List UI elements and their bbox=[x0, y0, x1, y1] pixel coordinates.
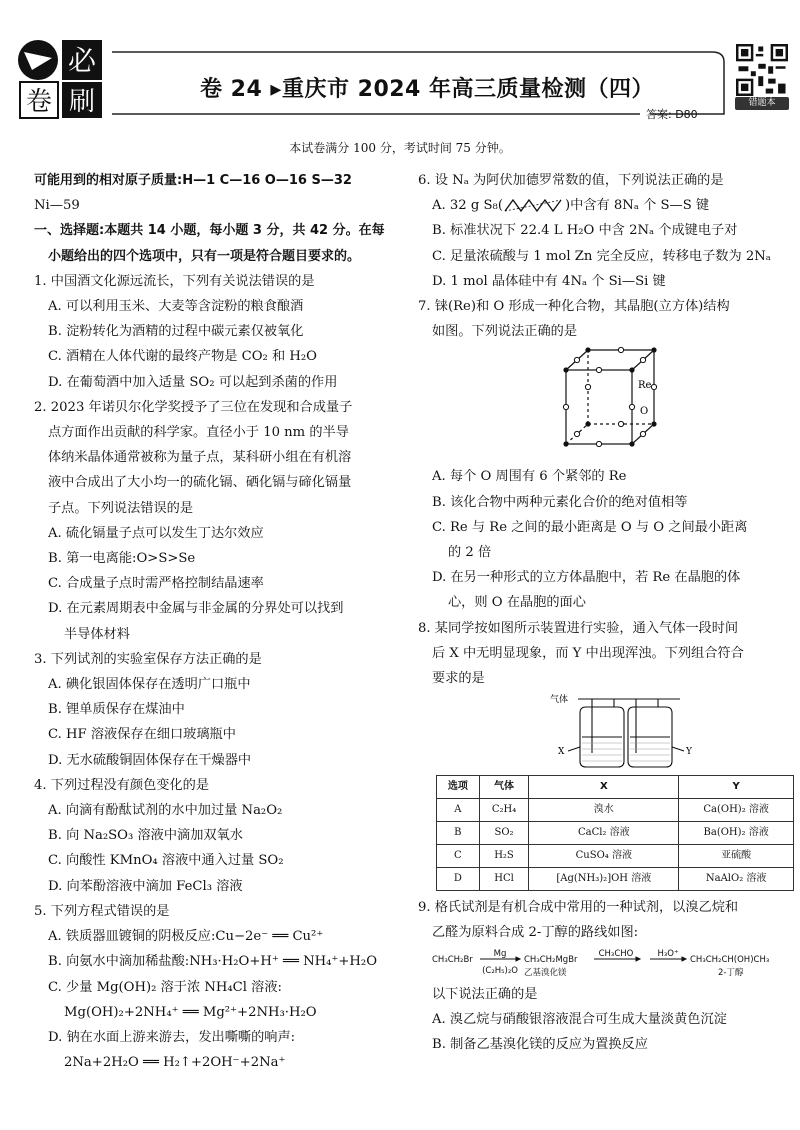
left-text-line: B. 向氨水中滴加稀盐酸:NH₃·H₂O+H⁺ ══ NH₄⁺+H₂O bbox=[48, 954, 378, 970]
table-cell: B bbox=[437, 822, 480, 845]
left-text-line: C. 少量 Mg(OH)₂ 溶于浓 NH₄Cl 溶液: bbox=[48, 979, 282, 995]
logo-char-shua: 刷 bbox=[68, 87, 96, 117]
table-cell: H₂S bbox=[479, 845, 529, 868]
q6-option-d: D. 1 mol 晶体硅中有 4Nₐ 个 Si—Si 键 bbox=[432, 273, 666, 289]
table-row bbox=[437, 799, 794, 822]
route-product-name: 2-丁醇 bbox=[718, 967, 744, 978]
route-reagent2: CH₃CHO bbox=[598, 948, 634, 959]
q8-options-table bbox=[436, 775, 794, 891]
answer-code: 答案: D80 bbox=[646, 108, 698, 121]
q6-stem: 6. 设 Nₐ 为阿伏加德罗常数的值，下列说法正确的是 bbox=[418, 173, 724, 188]
table-cell: CuSO₄ 溶液 bbox=[529, 845, 679, 868]
left-text-line: 1. 中国酒文化源远流长，下列有关说法错误的是 bbox=[34, 273, 315, 289]
table-cell: CaCl₂ 溶液 bbox=[529, 822, 679, 845]
paper-title: 卷 24 ▸重庆市 2024 年高三质量检测（四） bbox=[200, 77, 655, 102]
left-text-line: 2Na+2H₂O ══ H₂↑+2OH⁻+2Na⁺ bbox=[64, 1055, 286, 1071]
table-header-cell: 气体 bbox=[479, 776, 529, 799]
exam-note: 本试卷满分 100 分，考试时间 75 分钟。 bbox=[289, 141, 511, 155]
q9-option-b: B. 制备乙基溴化镁的反应为置换反应 bbox=[432, 1037, 648, 1053]
left-text-line: A. 碘化银固体保存在透明广口瓶中 bbox=[48, 677, 251, 693]
left-text-line: Ni—59 bbox=[34, 198, 80, 214]
left-column bbox=[34, 168, 406, 1075]
left-text-line: 5. 下列方程式错误的是 bbox=[34, 903, 170, 919]
table-header-cell: 选项 bbox=[437, 776, 480, 799]
q9-stem-line-2: 乙醛为原料合成 2-丁醇的路线如图: bbox=[432, 925, 639, 941]
left-text-line: C. HF 溶液保存在细口玻璃瓶中 bbox=[48, 727, 236, 743]
right-column bbox=[418, 168, 790, 1057]
q9-option-a: A. 溴乙烷与硝酸银溶液混合可生成大量淡黄色沉淀 bbox=[432, 1011, 727, 1027]
table-cell: C₂H₄ bbox=[479, 799, 529, 822]
q7-option-b: B. 该化合物中两种元素化合价的绝对值相等 bbox=[432, 494, 688, 510]
left-text-line: C. 向酸性 KMnO₄ 溶液中通入过量 SO₂ bbox=[48, 853, 284, 869]
logo-char-bi: 必 bbox=[67, 44, 97, 77]
left-text-line: 点方面作出贡献的科学家。直径小于 10 nm 的半导 bbox=[48, 425, 349, 441]
crystal-cell-figure bbox=[418, 344, 790, 464]
q6-option-a-end: )中含有 8Nₐ 个 S—S 键 bbox=[564, 198, 710, 214]
left-text-line: C. 酒精在人体代谢的最终产物是 CO₂ 和 H₂O bbox=[48, 349, 317, 365]
label-o: O bbox=[640, 406, 649, 418]
route-mid-name: 乙基溴化镁 bbox=[524, 967, 567, 978]
table-row bbox=[437, 822, 794, 845]
left-text-line: 一、选择题:本题共 14 小题，每小题 3 分，共 42 分。在每 bbox=[34, 223, 385, 239]
q8-stem-line-1: 8. 某同学按如图所示装置进行实验，通入气体一段时间 bbox=[418, 620, 739, 636]
q9-ask: 以下说法正确的是 bbox=[432, 986, 538, 1002]
q7-option-d-cont: 心，则 O 在晶胞的面心 bbox=[448, 595, 586, 611]
q6-option-a-start: A. 32 g S₈( bbox=[432, 198, 503, 214]
left-text-line: C. 合成量子点时需严格控制结晶速率 bbox=[48, 576, 264, 592]
label-x: X bbox=[558, 747, 565, 758]
left-text-line: A. 硫化镉量子点可以发生丁达尔效应 bbox=[48, 525, 264, 541]
left-text-line: A. 向滴有酚酞试剂的水中加过量 Na₂O₂ bbox=[48, 803, 283, 819]
q7-option-a: A. 每个 O 周围有 6 个紧邻的 Re bbox=[432, 469, 627, 485]
table-cell: HCl bbox=[479, 868, 529, 891]
page-header bbox=[0, 0, 800, 130]
left-text-line: B. 淀粉转化为酒精的过程中碳元素仅被氧化 bbox=[48, 324, 304, 340]
q7-option-d: D. 在另一种形式的立方体晶胞中，若 Re 在晶胞的体 bbox=[432, 570, 741, 586]
q7-stem-line-2: 如图。下列说法正确的是 bbox=[432, 324, 578, 340]
left-text-line: 半导体材料 bbox=[64, 626, 130, 642]
table-row bbox=[437, 868, 794, 891]
route-start: CH₃CH₂Br bbox=[432, 954, 473, 965]
left-text-line: D. 在元素周期表中金属与非金属的分界处可以找到 bbox=[48, 601, 344, 617]
table-cell: Ba(OH)₂ 溶液 bbox=[679, 822, 794, 845]
left-text-line: D. 在葡萄酒中加入适量 SO₂ 可以起到杀菌的作用 bbox=[48, 374, 338, 390]
table-cell: 亚硫酸 bbox=[679, 845, 794, 868]
left-text-line: 液中合成出了大小均一的硫化镉、硒化镉与碲化镉量 bbox=[48, 475, 352, 491]
qr-label: 错题本 bbox=[735, 97, 789, 110]
table-header-row bbox=[437, 776, 794, 799]
left-text-line: B. 锂单质保存在煤油中 bbox=[48, 702, 185, 718]
table-cell: [Ag(NH₃)₂]OH 溶液 bbox=[529, 868, 679, 891]
left-text-line: B. 第一电离能:O>S>Se bbox=[48, 551, 196, 567]
q7-option-c: C. Re 与 Re 之间的最小距离是 O 与 O 之间最小距离 bbox=[432, 519, 748, 535]
table-header-cell: Y bbox=[679, 776, 794, 799]
route-reagent1: Mg bbox=[493, 948, 507, 959]
s8-ring-structure bbox=[503, 197, 565, 215]
q6-option-a bbox=[418, 193, 790, 218]
q7-option-c-cont: 的 2 倍 bbox=[448, 545, 492, 561]
route-reagent3: H₃O⁺ bbox=[657, 948, 679, 959]
synthesis-route bbox=[418, 946, 790, 982]
table-cell: 溴水 bbox=[529, 799, 679, 822]
q7-stem-line-1: 7. 铼(Re)和 O 形成一种化合物，其晶胞(立方体)结构 bbox=[418, 299, 730, 315]
table-cell: SO₂ bbox=[479, 822, 529, 845]
table-cell: A bbox=[437, 799, 480, 822]
left-text-line: A. 可以利用玉米、大麦等含淀粉的粮食酿酒 bbox=[48, 299, 304, 315]
qr-code-icon[interactable] bbox=[736, 44, 788, 96]
left-text-line: B. 向 Na₂SO₃ 溶液中滴加双氧水 bbox=[48, 828, 243, 844]
q8-stem-line-2: 后 X 中无明显现象，而 Y 中出现浑浊。下列组合符合 bbox=[432, 645, 744, 661]
left-text-line: 4. 下列过程没有颜色变化的是 bbox=[34, 777, 210, 793]
logo-char-juan: 卷 bbox=[25, 87, 53, 117]
table-cell: D bbox=[437, 868, 480, 891]
left-text-line: 小题给出的四个选项中，只有一项是符合题目要求的。 bbox=[48, 248, 361, 264]
table-cell: C bbox=[437, 845, 480, 868]
left-text-line: D. 钠在水面上游来游去，发出嘶嘶的响声: bbox=[48, 1029, 296, 1045]
left-text-line: 3. 下列试剂的实验室保存方法正确的是 bbox=[34, 651, 262, 667]
left-text-line: D. 向苯酚溶液中滴加 FeCl₃ 溶液 bbox=[48, 878, 243, 894]
gas-apparatus-figure bbox=[418, 691, 790, 771]
q9-stem-line-1: 9. 格氏试剂是有机合成中常用的一种试剂，以溴乙烷和 bbox=[418, 900, 739, 916]
left-text-line: 可能用到的相对原子质量:H—1 C—16 O—16 S—32 bbox=[34, 173, 352, 188]
left-text-line: D. 无水硫酸铜固体保存在干燥器中 bbox=[48, 752, 252, 768]
q6-option-c: C. 足量浓硫酸与 1 mol Zn 完全反应，转移电子数为 2Nₐ bbox=[432, 248, 771, 264]
left-text-line: 子点。下列说法错误的是 bbox=[48, 500, 194, 516]
left-text-line: A. 铁质器皿镀铜的阴极反应:Cu−2e⁻ ══ Cu²⁺ bbox=[48, 929, 324, 945]
route-cond1: (C₂H₅)₂O bbox=[482, 965, 518, 976]
table-cell: NaAlO₂ 溶液 bbox=[679, 868, 794, 891]
label-y: Y bbox=[686, 747, 692, 758]
label-re: Re bbox=[638, 380, 652, 392]
left-text-line: Mg(OH)₂+2NH₄⁺ ══ Mg²⁺+2NH₃·H₂O bbox=[64, 1004, 317, 1020]
left-text-line: 2. 2023 年诺贝尔化学奖授予了三位在发现和合成量子 bbox=[34, 399, 353, 415]
route-mid: CH₃CH₂MgBr bbox=[524, 954, 578, 965]
left-text-line: 体纳米晶体通常被称为量子点，某科研小组在有机溶 bbox=[48, 450, 352, 466]
table-row bbox=[437, 845, 794, 868]
table-header-cell: X bbox=[529, 776, 679, 799]
q8-stem-line-3: 要求的是 bbox=[432, 671, 485, 687]
route-product: CH₃CH₂CH(OH)CH₃ bbox=[690, 954, 770, 965]
label-gas: 气体 bbox=[550, 695, 569, 706]
table-cell: Ca(OH)₂ 溶液 bbox=[679, 799, 794, 822]
q6-option-b: B. 标准状况下 22.4 L H₂O 中含 2Nₐ 个成键电子对 bbox=[432, 223, 738, 239]
